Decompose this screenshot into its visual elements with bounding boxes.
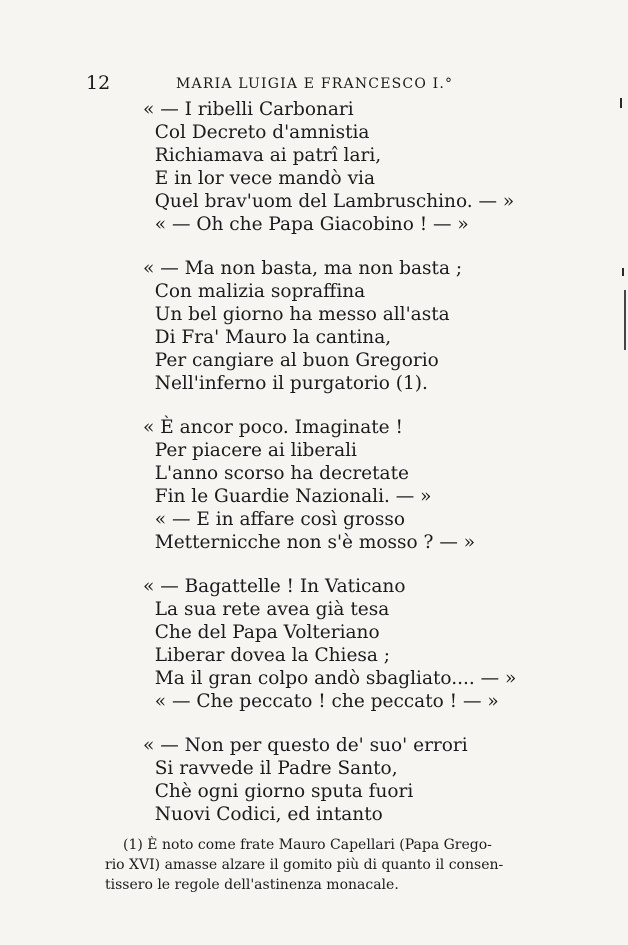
- verse-line: Ma il gran colpo andò sbagliato.... — »: [143, 668, 517, 689]
- scan-mark-bar: [624, 290, 626, 350]
- verse-line: Che del Papa Volteriano: [143, 622, 380, 643]
- verse-line: « — Ma non basta, ma non basta ;: [143, 258, 463, 279]
- verse-line: L'anno scorso ha decretate: [143, 463, 409, 484]
- stanza: [143, 98, 553, 236]
- verse-line: Si ravvede il Padre Santo,: [143, 758, 398, 779]
- verse-line: Richiamava ai patrî lari,: [143, 145, 382, 166]
- poem: [143, 98, 553, 847]
- footnote-line: rio XVI) amasse alzare il gomito più di quanto il consen-: [105, 857, 504, 873]
- scan-mark-top: [620, 98, 622, 108]
- verse-line: Chè ogni giorno sputa fuori: [143, 781, 414, 802]
- footnote-line: tissero le regole dell'astinenza monacale.: [105, 877, 399, 893]
- stanza: [143, 257, 553, 395]
- footnote-line: (1) È noto come frate Mauro Capellari (Papa Grego-: [123, 837, 492, 853]
- scan-mark-middle: [622, 268, 624, 276]
- verse-line: E in lor vece mandò via: [143, 168, 375, 189]
- verse-line: « — Bagattelle ! In Vaticano: [143, 576, 406, 597]
- verse-line: « È ancor poco. Imaginate !: [143, 417, 403, 438]
- verse-line: Fin le Guardie Nazionali. — »: [143, 486, 432, 507]
- verse-line: « — Oh che Papa Giacobino ! — »: [143, 214, 469, 235]
- verse-line: Nuovi Codici, ed intanto: [143, 804, 383, 825]
- verse-line: La sua rete avea già tesa: [143, 599, 390, 620]
- verse-line: Col Decreto d'amnistia: [143, 122, 370, 143]
- footnote: [105, 835, 555, 895]
- stanza: [143, 734, 553, 826]
- page-header: [86, 72, 506, 96]
- stanza: [143, 416, 553, 554]
- verse-line: Un bel giorno ha messo all'asta: [143, 304, 450, 325]
- verse-line: « — E in affare così grosso: [143, 509, 406, 530]
- verse-line: « — I ribelli Carbonari: [143, 99, 354, 120]
- verse-line: « — Non per questo de' suo' errori: [143, 735, 468, 756]
- page-number: 12: [86, 72, 111, 94]
- verse-line: Per cangiare al buon Gregorio: [143, 350, 439, 371]
- verse-line: Nell'inferno il purgatorio (1).: [143, 373, 428, 394]
- verse-line: Per piacere ai liberali: [143, 440, 357, 461]
- verse-line: « — Che peccato ! che peccato ! — »: [143, 691, 499, 712]
- verse-line: Di Fra' Mauro la cantina,: [143, 327, 392, 348]
- running-title: MARIA LUIGIA E FRANCESCO I.°: [176, 76, 454, 92]
- verse-line: Con malizia sopraffina: [143, 281, 366, 302]
- verse-line: Liberar dovea la Chiesa ;: [143, 645, 391, 666]
- verse-line: Quel brav'uom del Lambruschino. — »: [143, 191, 515, 212]
- stanza: [143, 575, 553, 713]
- verse-line: Metternicche non s'è mosso ? — »: [143, 532, 476, 553]
